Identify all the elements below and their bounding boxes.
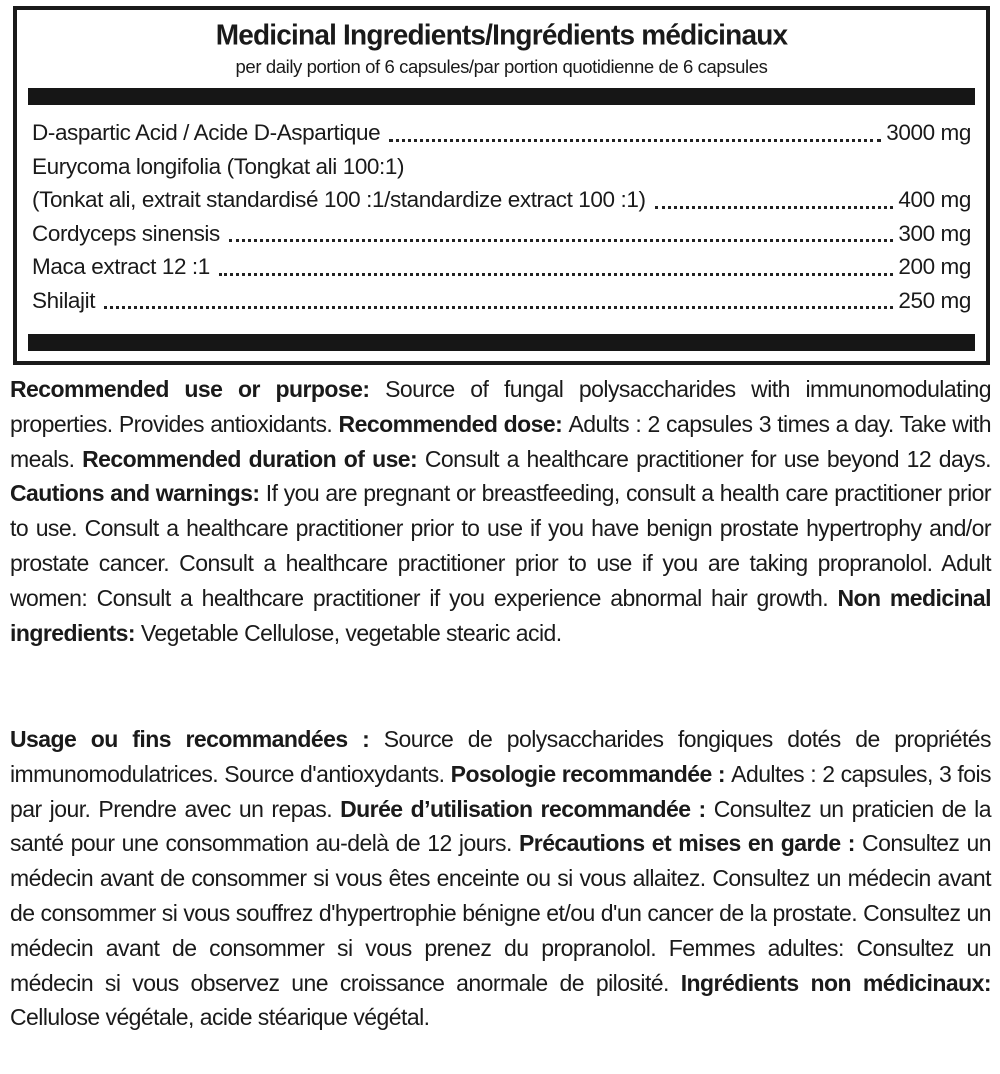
ingredient-name: (Tonkat ali, extrait standardisé 100 :1/standardize extract 100 :1) [32, 187, 646, 212]
dot-leader [229, 239, 893, 242]
ingredient-name: Maca extract 12 :1 [32, 254, 210, 279]
ingredient-amount: 300 mg [898, 220, 971, 246]
ingredient-amount: 250 mg [898, 287, 971, 313]
ingredient-name: Shilajit [32, 287, 96, 313]
ingredient-row [32, 183, 973, 217]
dot-leader [104, 306, 893, 309]
ingredient-row [32, 250, 973, 284]
ingredient-row [32, 284, 973, 318]
divider-bar-top [28, 88, 975, 105]
ingredient-row [32, 217, 973, 251]
panel-subtitle: per daily portion of 6 capsules/par portion quotidienne de 6 capsules [235, 56, 768, 77]
directions-english: Recommended use or purpose: Source of fungal polysaccharides with immunomodulating properties. Provides antioxidants. Recommended dose: Adults : 2 capsules 3 times a day. Take with meals. Recommended duration of use: Consult a healthcare practitioner for use beyond 12 days. Cautions and warnings: If you are pregnant or breastfeeding, consult a health care practitioner prior to use. Consult a healthcare practitioner prior to use if you have benign prostate hypertrophy and/or prostate cancer. Consult a healthcare practitioner prior to use if you are taking propranolol. Adult women: Consult a healthcare practitioner if you experience abnormal hair growth. Non medicinal ingredients: Vegetable Cellulose, vegetable stearic acid. [10, 376, 992, 646]
dot-leader [389, 139, 881, 142]
ingredient-amount: 3000 mg [886, 120, 971, 145]
directions-french: Usage ou fins recommandées : Source de polysaccharides fongiques dotés de propriétés immunomodulatrices. Source d'antioxydants. Posologie recommandée : Adultes : 2 capsules, 3 fois par jour. Prendre avec un repas. Durée d’utilisation recommandée : Consultez un praticien de la santé pour une consommation au-delà de 12 jours. Précautions et mises en garde : Consultez un médecin avant de consommer si vous êtes enceinte ou si vous allaitez. Consultez un médecin avant de consommer si vous souffrez d'hypertrophie bénigne et/ou d'un cancer de la prostate. Consultez un médecin avant de consommer si vous prenez du propranolol. Femmes adultes: Consultez un médecin si vous observez une croissance anormale de pilosité. Ingrédients non médicinaux: Cellulose végétale, acide stéarique végétal. [10, 726, 992, 1031]
dot-leader [219, 273, 893, 276]
ingredient-row [32, 116, 973, 150]
ingredient-amount: 400 mg [898, 187, 971, 212]
ingredient-amount: 200 mg [898, 254, 971, 279]
ingredient-row [32, 150, 973, 184]
ingredients-list [17, 105, 986, 324]
ingredient-name: Cordyceps sinensis [32, 220, 220, 246]
panel-title: Medicinal Ingredients/Ingrédients médicinaux [215, 18, 788, 51]
medicinal-ingredients-panel [13, 6, 990, 365]
ingredient-name: D-aspartic Acid / Acide D-Aspartique [32, 120, 381, 145]
ingredient-name: Eurycoma longifolia (Tongkat ali 100:1) [32, 153, 405, 179]
divider-bar-bottom [28, 334, 975, 351]
dot-leader [655, 206, 894, 209]
